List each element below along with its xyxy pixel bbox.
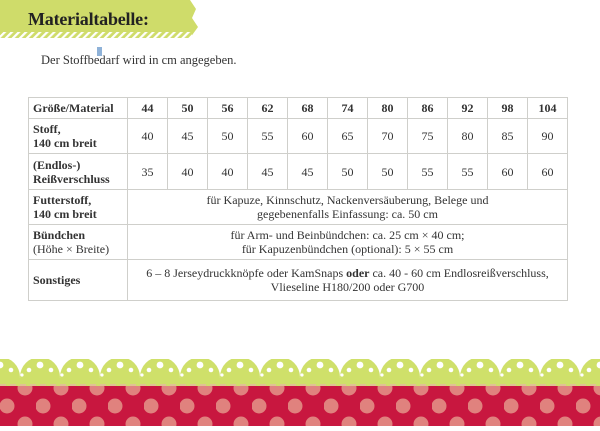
row-label [29, 119, 128, 154]
cell-text-line: für Kapuzenbündchen (optional): 5 × 55 cm [241, 242, 454, 256]
merged-cell [128, 260, 568, 301]
table-row-stoff [29, 119, 568, 154]
table-row-sonstiges [29, 260, 568, 301]
intro-text: Der Stoffbedarf wird in cm angegeben. [41, 53, 237, 67]
table-cell: 40 [168, 154, 208, 190]
decorative-footer [0, 355, 600, 426]
table-row-futterstoff [29, 190, 568, 225]
cell-text-line: für Kapuze, Kinnschutz, Nackenversäuberung, Belege und [206, 193, 489, 207]
table-cell: 55 [248, 119, 288, 154]
merged-cell [128, 225, 568, 260]
material-table [28, 97, 568, 301]
section-banner [0, 0, 198, 38]
table-cell: 50 [208, 119, 248, 154]
table-cell: 45 [288, 154, 328, 190]
header-corner: Größe/Material [29, 98, 128, 119]
table-cell: 50 [368, 154, 408, 190]
table-cell: 45 [168, 119, 208, 154]
table-cell: 70 [368, 119, 408, 154]
table-cell: 80 [448, 119, 488, 154]
merged-cell [128, 190, 568, 225]
size-header: 74 [328, 98, 368, 119]
row-label: Sonstiges [29, 260, 128, 301]
cell-text-line: gegebenenfalls Einfassung: ca. 50 cm [257, 207, 438, 221]
table-cell: 60 [288, 119, 328, 154]
table-cell: 90 [528, 119, 568, 154]
table-header-row [29, 98, 568, 119]
row-label-line: (Endlos-) [33, 157, 81, 172]
size-header: 80 [368, 98, 408, 119]
size-header: 50 [168, 98, 208, 119]
table-cell: 35 [128, 154, 168, 190]
row-label-subline: (Höhe × Breite) [33, 242, 110, 256]
cell-text-line [128, 266, 567, 280]
text-segment: 6 – 8 Jerseydruckknöpfe oder KamSnaps [146, 266, 347, 280]
row-label-line: 140 cm breit [33, 136, 97, 150]
text-segment: ca. 40 - 60 cm Endlosreißverschluss, [369, 266, 549, 280]
row-label-line: 140 cm breit [33, 207, 97, 221]
table-cell: 60 [528, 154, 568, 190]
table-cell: 55 [448, 154, 488, 190]
cell-text-line: Vlieseline H180/200 oder G700 [270, 280, 425, 294]
size-header: 86 [408, 98, 448, 119]
table-cell: 40 [128, 119, 168, 154]
polka-dot-border [0, 355, 600, 426]
table-cell: 40 [208, 154, 248, 190]
cell-text-line: für Arm- und Beinbündchen: ca. 25 cm × 40 cm; [230, 228, 465, 242]
row-label [29, 190, 128, 225]
table-row-buendchen [29, 225, 568, 260]
page-title: Materialtabelle: [28, 9, 149, 29]
table-cell: 55 [408, 154, 448, 190]
size-header: 62 [248, 98, 288, 119]
size-header: 98 [488, 98, 528, 119]
row-label [29, 154, 128, 190]
row-label-line: Futterstoff, [33, 193, 92, 207]
text-segment-bold: oder [346, 266, 370, 280]
size-header: 92 [448, 98, 488, 119]
row-label-line: Bündchen [33, 228, 86, 242]
size-header: 56 [208, 98, 248, 119]
size-header: 44 [128, 98, 168, 119]
size-header: 104 [528, 98, 568, 119]
table-cell: 85 [488, 119, 528, 154]
row-label-line: Stoff, [33, 122, 61, 136]
row-label [29, 225, 128, 260]
table-cell: 60 [488, 154, 528, 190]
row-label-line: Reißverschluss [33, 171, 110, 186]
size-header: 68 [288, 98, 328, 119]
table-cell: 50 [328, 154, 368, 190]
table-row-reissverschluss [29, 154, 568, 190]
table-cell: 65 [328, 119, 368, 154]
table-cell: 45 [248, 154, 288, 190]
table-cell: 75 [408, 119, 448, 154]
